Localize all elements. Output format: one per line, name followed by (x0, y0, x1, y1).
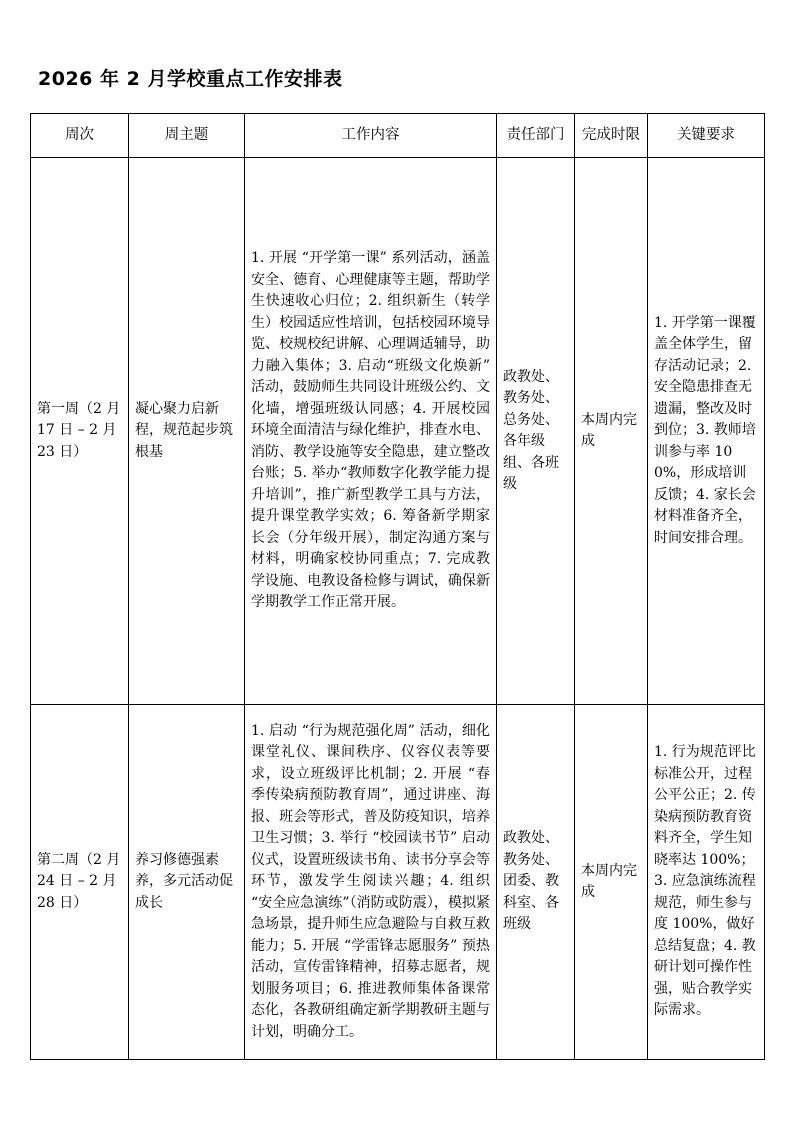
week-text: 第二周（2 月 24 日 – 2 月 28 日） (37, 851, 121, 911)
header-deadline: 完成时限 (575, 114, 648, 158)
department-text: 政教处、教务处、总务处、各年级组、各班级 (503, 368, 559, 492)
theme-cell (129, 158, 245, 705)
requirements-cell (648, 158, 765, 705)
requirements-text: 1. 开学第一课覆盖全体学生，留存活动记录；2. 安全隐患排查无遗漏，整改及时到位；3. 教师培训参与率 100%，形成培训反馈；4. 家长会材料准备齐全，时间安排合理。 (654, 314, 756, 546)
deadline-cell (575, 705, 648, 1060)
document-title: 2026 年 2 月学校重点工作安排表 (38, 68, 343, 90)
content-cell (245, 705, 497, 1060)
content-text: 1. 启动 “行为规范强化周” 活动，细化课堂礼仪、课间秩序、仪容仪表等要求，设立班级评比机制；2. 开展 “春季传染病预防教育周”，通过讲座、海报、班会等形式，普及防疫知识，培养卫生习惯；3. 举行 “校园读书节” 启动仪式，设置班级读书角、读书分享会等环节，激发学生阅读兴趣；4. 组织 “安全应急演练”（消防或防震），模拟紧急场景，提升师生应急避险与自救互救能力；5. 开展 “学雷锋志愿服务” 预热活动，宣传雷锋精神，招募志愿者，规划服务项目；6. 推进教师集体备课常态化，各教研组确定新学期教研主题与计划，明确分工。 (251, 722, 490, 1040)
table-row (31, 705, 765, 1060)
week-cell (31, 705, 129, 1060)
week-text: 第一周（2 月 17 日 – 2 月 23 日） (37, 400, 121, 460)
header-theme: 周主题 (129, 114, 245, 158)
deadline-text: 本周内完成 (581, 411, 637, 449)
header-department: 责任部门 (497, 114, 575, 158)
requirements-cell (648, 705, 765, 1060)
table-row (31, 158, 765, 705)
theme-text: 凝心聚力启新程，规范起步筑根基 (135, 400, 233, 460)
department-cell (497, 705, 575, 1060)
table-header-row (31, 114, 765, 158)
deadline-cell (575, 158, 648, 705)
requirements-text: 1. 行为规范评比标准公开，过程公平公正；2. 传染病预防教育资料齐全，学生知晓率达 100%；3. 应急演练流程规范，师生参与度 100%，做好总结复盘；4. 教研计划可操作性强，贴合教学实际需求。 (654, 744, 756, 1019)
header-content: 工作内容 (245, 114, 497, 158)
deadline-text: 本周内完成 (581, 862, 637, 900)
department-text: 政教处、教务处、团委、教科室、各班级 (503, 830, 559, 933)
content-cell (245, 158, 497, 705)
header-requirements: 关键要求 (648, 114, 765, 158)
content-text: 1. 开展 “开学第一课” 系列活动，涵盖安全、德育、心理健康等主题，帮助学生快速收心归位；2. 组织新生（转学生）校园适应性培训，包括校园环境导览、校规校纪讲解、心理调适辅导，助力融入集体；3. 启动“班级文化焕新” 活动，鼓励师生共同设计班级公约、文化墙，增强班级认同感；4. 开展校园环境全面清洁与绿化维护，排查水电、消防、教学设施等安全隐患，建立整改台账；5. 举办“教师数字化教学能力提升培训”，推广新型教学工具与方法，提升课堂教学实效；6. 筹备新学期家长会（分年级开展），制定沟通方案与材料，明确家校协同重点；7. 完成教学设施、电教设备检修与调试，确保新学期教学工作正常开展。 (251, 250, 490, 611)
schedule-table (30, 113, 765, 1060)
week-cell (31, 158, 129, 705)
header-week: 周次 (31, 114, 129, 158)
department-cell (497, 158, 575, 705)
theme-text: 养习修德强素养，多元活动促成长 (135, 851, 233, 911)
theme-cell (129, 705, 245, 1060)
